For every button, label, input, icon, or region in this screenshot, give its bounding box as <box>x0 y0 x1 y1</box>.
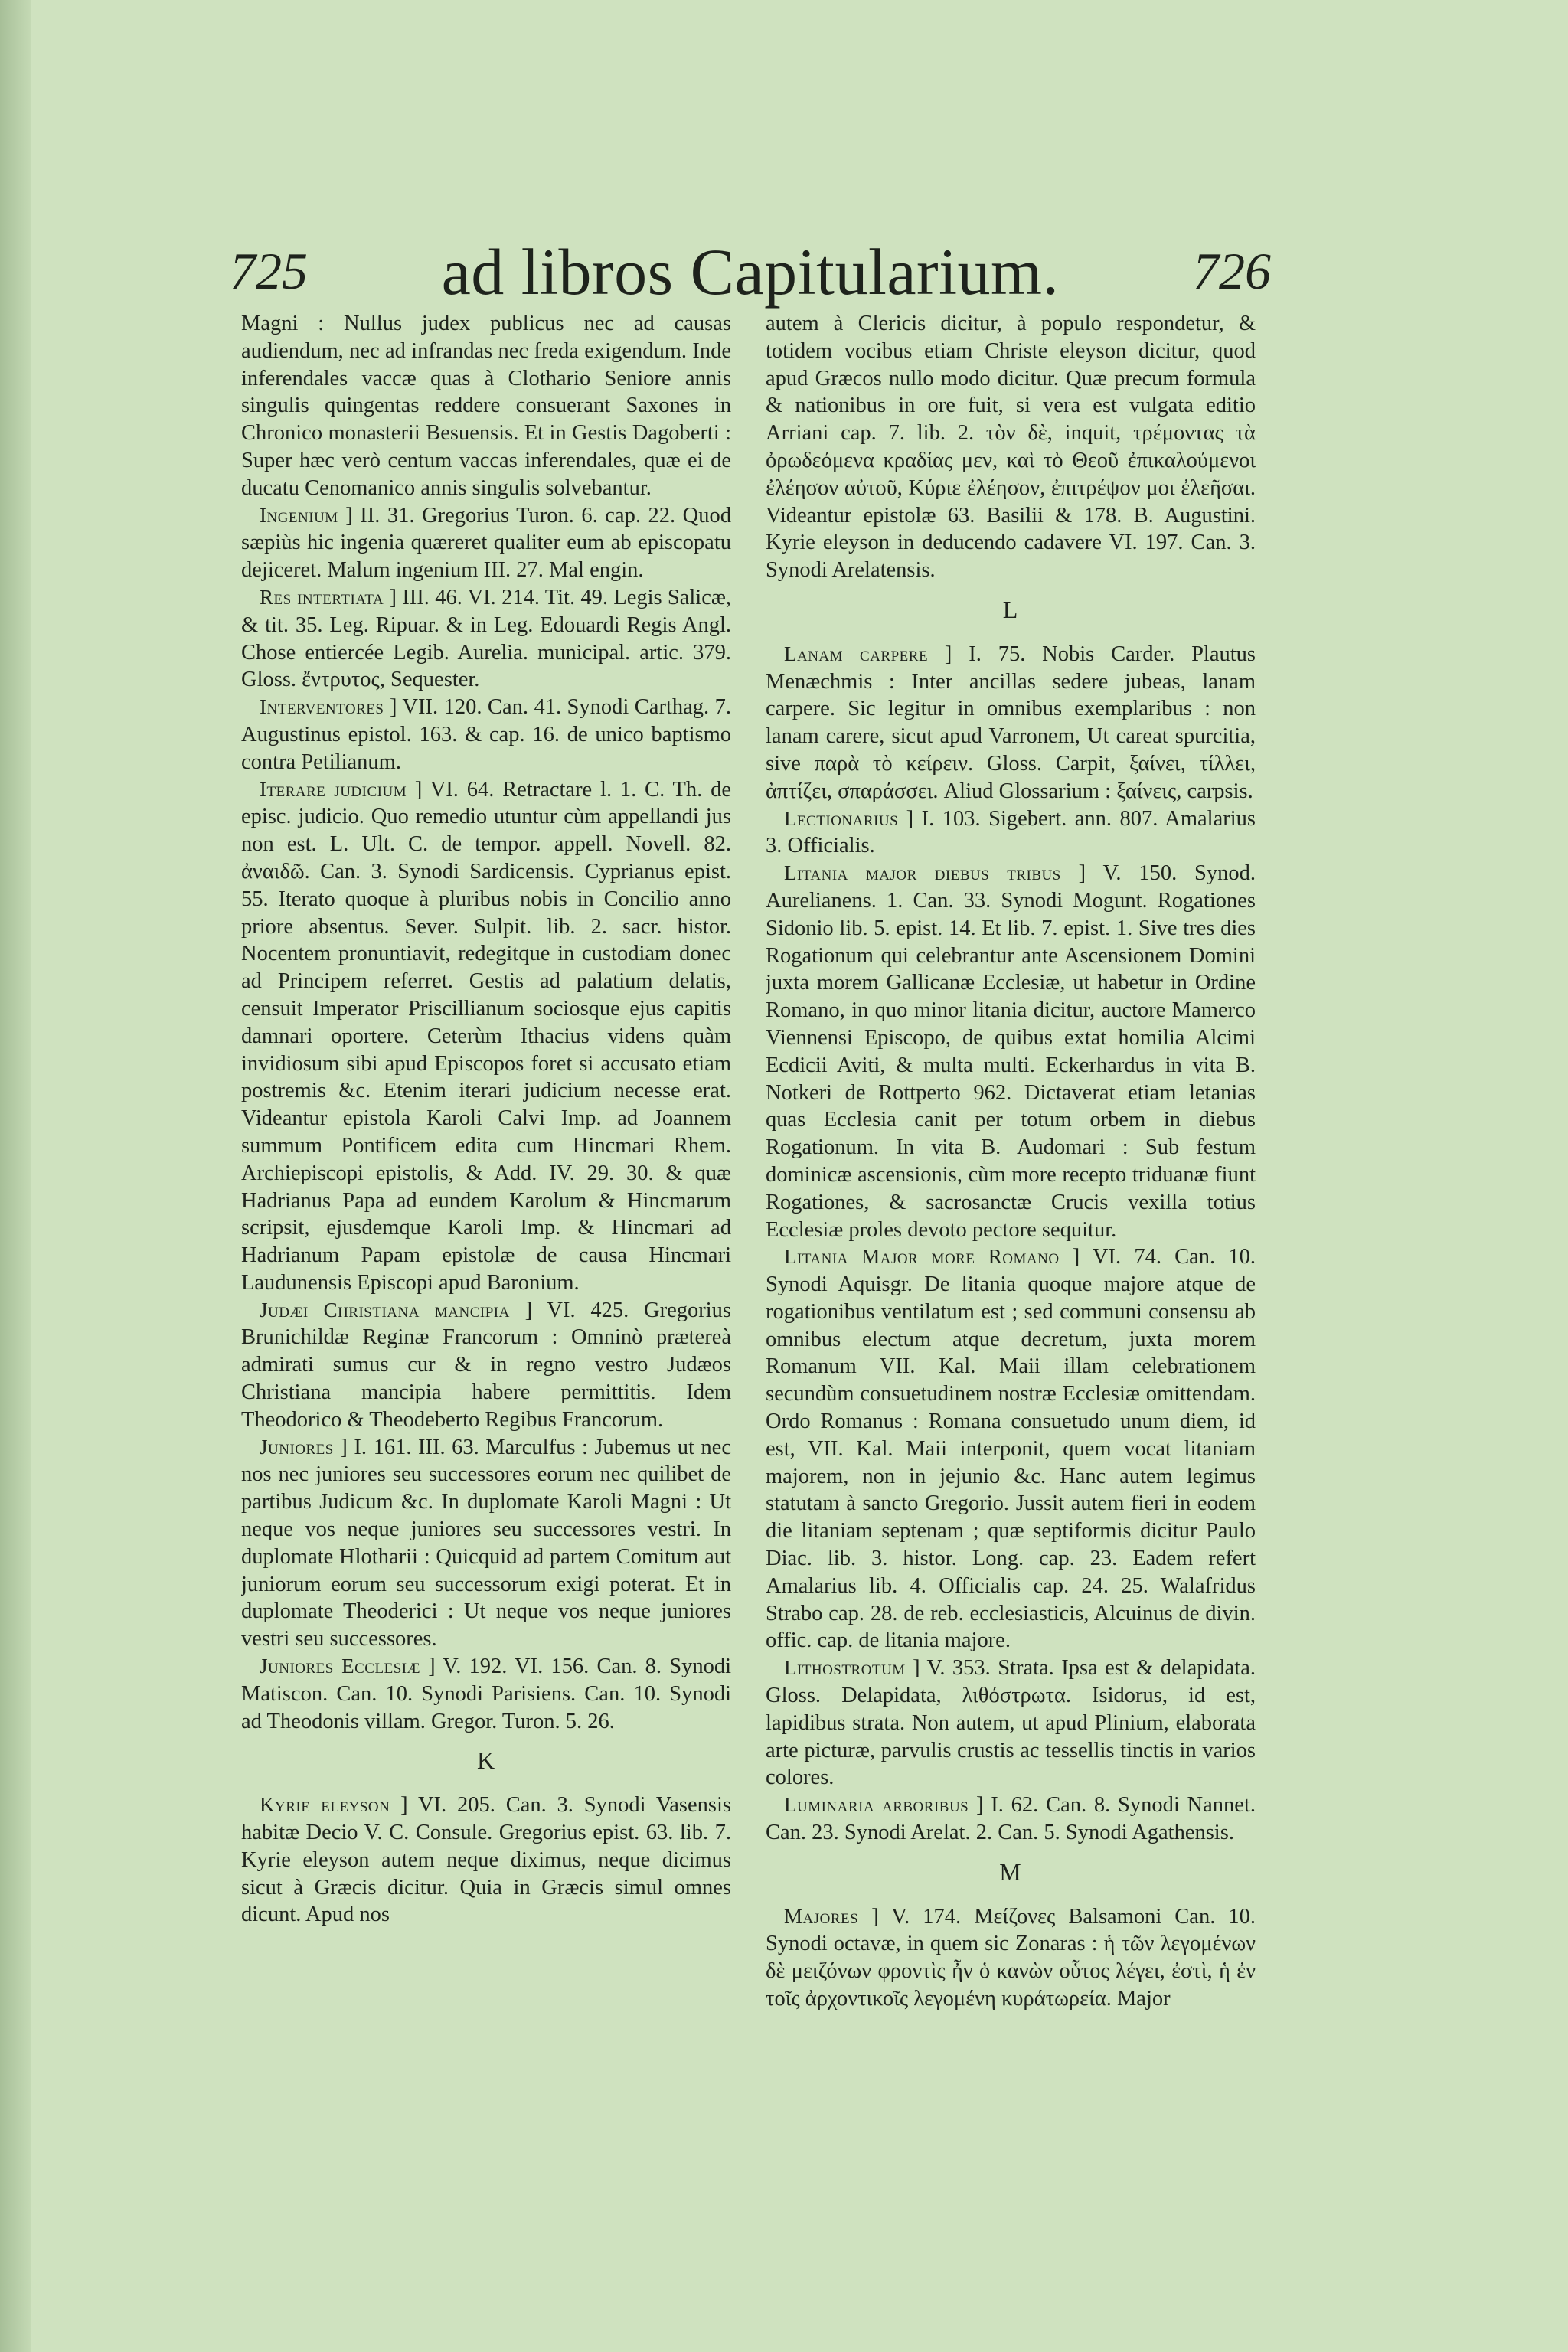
glossary-entry <box>766 1655 1256 1792</box>
glossary-entry <box>241 1653 731 1735</box>
page-number-left: 725 <box>230 242 308 300</box>
glossary-entry <box>766 1903 1256 2013</box>
entry-text: ] VI. 425. Gregorius Brunichildæ Reginæ Francorum : Omninò prætereà admirati sumus cur & in regno vestro Judæos Christiana mancipia habere permittitis. Idem Theodorico & Theodeberto Regibus Francorum. <box>241 1298 731 1432</box>
entry-lemma: Iterare judicium <box>260 777 407 801</box>
entry-text: ] V. 353. Strata. Ipsa est & delapidata. Gloss. Delapidata, λιθόστρωτα. Isidorus, id est, lapidibus strata. Non autem, ut apud Plinium, elaborata arte picturæ, parvulis crustis ac tessellis tinctis in varios colores. <box>766 1656 1256 1790</box>
glossary-entry <box>766 860 1256 1243</box>
glossary-entry <box>241 584 731 694</box>
entry-lemma: Juniores <box>260 1435 334 1459</box>
entry-lemma: Litania major diebus tribus <box>784 861 1061 885</box>
section-letter-l: L <box>1002 595 1019 623</box>
entry-text: ] VII. 120. Can. 41. Synodi Carthag. 7. Augustinus epistol. 163. & cap. 16. de unico baptismo contra Petilianum. <box>241 695 731 774</box>
entry-lemma: Litania Major more Romano <box>784 1245 1060 1269</box>
entry-lemma: Ingenium <box>260 503 338 527</box>
left-column <box>241 310 731 2301</box>
page-header <box>230 234 1271 318</box>
entry-lemma: Majores <box>784 1904 859 1928</box>
entry-text: ] I. 75. Nobis Carder. Plautus Menæchmis : Inter ancillas sedere jubeas, lanam carpere. Sic legitur in omnibus exemplaribus : non lanam carere, sicut apud Varronem, Ut careat spurcitia, sive παρὰ τὸ κείρειν. Gloss. Carpit, ξαίνει, τίλλει, ἀπτίζει, σπαράσσει. Aliud Glossarium : ξαίνεις, carpsis. <box>766 642 1256 803</box>
entry-lemma: Kyrie eleyson <box>260 1793 390 1817</box>
entry-lemma: Juniores Ecclesiæ <box>260 1655 420 1678</box>
entry-text: ] VI. 205. Can. 3. Synodi Vasensis habitæ Decio V. C. Consule. Gregorius epist. 63. lib. 7. Kyrie eleyson autem neque diximus, neque dicimus sicut à Græcis dicitur. Quia in Græcis simul omnes dicunt. Apud nos <box>241 1793 731 1927</box>
glossary-entry <box>241 1792 731 1929</box>
binding-gutter <box>0 0 31 2352</box>
glossary-entry <box>241 776 731 1297</box>
entry-text: autem à Clericis dicitur, à populo respondetur, & totidem vocibus etiam Christe eleyson dicitur, quod apud Græcos nullo modo dicitur. Quæ precum formula & nationibus in ore fuit, si vera est vulgata editio Arriani cap. 7. lib. 2. τὸν δὲ, inquit, τρέμοντας τὰ ὀρωδεόμενα κραδίας μεν, καὶ τὸ Θεοῦ ἐπικαλούμενοι ἐλέησον αὐτοῦ, Κύριε ἐλέησον, ἐπιτρέψον μοι ἐλεῆσαι. Videantur epistolæ 63. Basilii & 178. B. Augustini. Kyrie eleyson in deducendo cadavere VI. 197. Can. 3. Synodi Arelatensis. <box>766 312 1256 583</box>
entry-text: ] V. 192. VI. 156. Can. 8. Synodi Matiscon. Can. 10. Synodi Parisiens. Can. 10. Synodi ad Theodonis villam. Gregor. Turon. 5. 26. <box>241 1655 731 1733</box>
entry-lemma: Res intertiata <box>260 585 384 609</box>
glossary-entry <box>766 1792 1256 1847</box>
entry-text: ] VI. 64. Retractare l. 1. C. Th. de episc. judicio. Quo remedio utuntur cùm appellandi jus non est. L. Ult. C. de tempor. appell. Novell. 82. ἀναιδῶ. Can. 3. Synodi Sardicensis. Cyprianus epist. 55. Iterato quoque à pluribus nobis in Concilio anno priore absentus. Sever. Sulpit. lib. 2. sacr. histor. Nocentem pronuntiavit, redegitque in custodiam donec ad Principem referret. Gestis ad palatium delatis, censuit Imperator Priscillianum sociosque ejus capitis damnari oportere. Ceterùm Ithacius videns quàm invidiosum sibi apud Episcopos foret si accusato etiam postremis &c. Etenim iterari judicium necesse erat. Videantur epistola Karoli Calvi Imp. ad Joannem summum Pontificem edita cum Hincmari Rhem. Archiepiscopi epistolis, & Add. IV. 29. 30. & quæ Hadrianus Papa ad eundem Karolum & Hincmarum scripsit, ejusdemque Karoli Imp. & Hincmari ad Hadrianum Papam epistolæ de causa Hincmari Laudunensis Episcopi apud Baronium. <box>241 777 731 1295</box>
entry-text: ] I. 103. Sigebert. ann. 807. Amalarius 3. Officialis. <box>766 806 1256 858</box>
entry-lemma: Judæi Christiana mancipia <box>260 1298 510 1321</box>
entry-lemma: Luminaria arboribus <box>784 1793 969 1817</box>
glossary-entry <box>241 502 731 584</box>
entry-text: ] V. 174. Μείζονες Balsamoni Can. 10. Synodi octavæ, in quem sic Zonaras : ἡ τῶν λεγομένων δὲ μειζόνων φροντὶς ἦν ὁ κανὼν οὗτος λέγει, ἐστὶ, ἡ ἐν τοῖς ἀρχοντικοῖς λεγομένη κυράτωρεία. Major <box>766 1904 1256 2011</box>
glossary-entry <box>766 1243 1256 1655</box>
section-letter-k: K <box>476 1746 496 1775</box>
glossary-entry <box>241 1297 731 1434</box>
entry-lemma: Interventores <box>260 695 384 719</box>
entry-lemma: Lithostrotum <box>784 1656 906 1680</box>
entry-text: ] I. 161. III. 63. Marculfus : Jubemus ut nec nos nec juniores seu successores eorum nec quilibet de partibus Judicum &c. In duplomate Karoli Magni : Ut neque vos neque juniores seu successores vestri. In duplomate Hlotharii : Quicquid ad partem Comitum aut juniorum eorum seu successorum exigi poterat. Et in duplomate Theoderici : Ut neque vos neque juniores vestri seu successores. <box>241 1435 731 1651</box>
page-number-right: 726 <box>1193 242 1271 300</box>
entry-lemma: Lanam carpere <box>784 642 929 665</box>
entry-lemma: Lectionarius <box>784 806 899 830</box>
entry-text: ] V. 150. Synod. Aurelianens. 1. Can. 33. Synodi Mogunt. Rogationes Sidonio lib. 5. epist. 14. Et lib. 7. epist. 1. Sive tres dies Rogationum qui celebrantur ante Ascensionem Domini juxta morem Gallicanæ Ecclesiæ, ut habetur in Ordine Romano, in quo minor litania dicitur, auctore Mamerco Viennensi Episcopo, de quibus extat homilia Alcimi Ecdicii Aviti, & multa multi. Eckerhardus in vita B. Notkeri de Rottperto 962. Dictaverat etiam letanias quas Ecclesia canit per totum orbem in diebus Rogationum. In vita B. Audomari : Sub festum dominicæ ascensionis, cùm more recepto triduanæ fiunt Rogationes, & sacrosanctæ Crucis vexilla totius Ecclesiæ proles devoto pectore sequitur. <box>766 861 1256 1242</box>
entry-text: ] I. 62. Can. 8. Synodi Nannet. Can. 23. Synodi Arelat. 2. Can. 5. Synodi Agathensis. <box>766 1793 1256 1845</box>
glossary-entry <box>241 694 731 776</box>
right-column <box>766 310 1256 2301</box>
section-letter-m: M <box>999 1857 1022 1886</box>
glossary-entry <box>241 1434 731 1653</box>
running-title: ad libros Capitularium. <box>441 235 1060 309</box>
entry-text: ] III. 46. VI. 214. Tit. 49. Legis Salicæ, & tit. 35. Leg. Ripuar. & in Leg. Edouardi Regis Angl. Chose entiercée Legib. Aurelia. municipal. artic. 379. Gloss. ἔντρυτος, Sequester. <box>241 585 731 692</box>
entry-text: ] VI. 74. Can. 10. Synodi Aquisgr. De litania quoque majore atque de rogationibus ventilatum est ; sed communi consensu ab omnibus electum atque decretum, juxta morem Romanum VII. Kal. Maii illam celebrationem secundùm consuetudinem nostræ Ecclesiæ omittendam. Ordo Romanus : Romana consuetudo unum diem, id est, VII. Kal. Maii interponit, quem vocat litaniam majorem, non in jejunio &c. Hanc autem legimus statutam à sancto Gregorio. Jussit autem fieri in eodem die litaniam septenam ; quæ septiformis dicitur Paulo Diac. lib. 3. histor. Long. cap. 23. Eadem refert Amalarius lib. 4. Officialis cap. 24. 25. Walafridus Strabo cap. 28. de reb. ecclesiasticis, Alcuinus de divin. offic. cap. de litania majore. <box>766 1245 1256 1653</box>
glossary-entry <box>766 641 1256 805</box>
glossary-entry <box>766 805 1256 861</box>
entry-text: Magni : Nullus judex publicus nec ad causas audiendum, nec ad infrandas nec freda exigendum. Inde inferendales vaccæ quas à Clothario Seniore annis singulis quingentas reddere consuerant Saxones in Chronico monasterii Besuensis. Et in Gestis Dagoberti : Super hæc verò centum vaccas inferendales, quæ ei de ducatu Cenomanico annis singulis solvebantur. <box>241 312 731 500</box>
entry-text: ] II. 31. Gregorius Turon. 6. cap. 22. Quod sæpiùs hic ingenia quæreret qualiter eum ab episcopatu dejiceret. Malum ingenium III. 27. Mal engin. <box>241 503 731 583</box>
